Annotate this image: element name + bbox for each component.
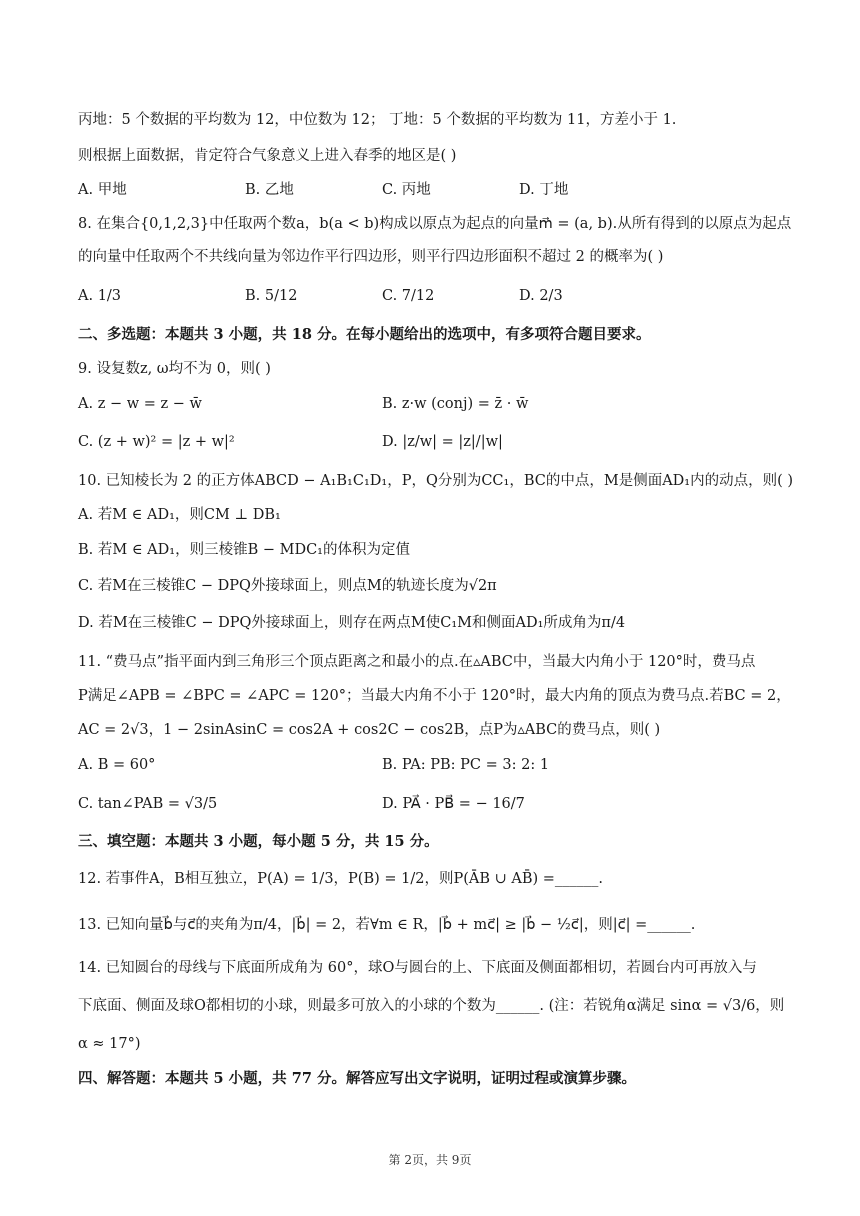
q8-option-d: D. 2/3 (519, 288, 563, 304)
q11-option-b: B. PA: PB: PC = 3: 2: 1 (382, 757, 550, 773)
q9-option-a: A. z − w = z − w̄ (78, 396, 202, 412)
q13-text: 13. 已知向量b⃗与c⃗的夹角为π/4，|b⃗| = 2，若∀m ∈ R，|b⃗ + mc⃗| ≥ |b⃗ − ½c⃗|，则|c⃗| =______. (78, 917, 696, 933)
page-footer: 第 2页，共 9页 (388, 1153, 472, 1167)
q14-text-3: α ≈ 17°) (78, 1036, 141, 1052)
q11-text-3: AC = 2√3，1 − 2sinAsinC = cos2A + cos2C − cos2B，点P为▵ABC的费马点，则( ) (78, 722, 661, 738)
q10-option-c: C. 若M在三棱锥C − DPQ外接球面上，则点M的轨迹长度为√2π (78, 578, 497, 594)
section-2-heading: 二、多选题：本题共 3 小题，共 18 分。在每小题给出的选项中，有多项符合题目要求。 (78, 326, 651, 343)
q7-option-c: C. 丙地 (382, 182, 431, 198)
q7-option-b: B. 乙地 (245, 182, 294, 198)
q9-text: 9. 设复数z, ω均不为 0，则( ) (78, 361, 271, 377)
text-line-question: 则根据上面数据，肯定符合气象意义上进入春季的地区是( ) (78, 148, 457, 164)
q12-text: 12. 若事件A，B相互独立，P(A) = 1/3，P(B) = 1/2，则P(ĀB ∪ AB̄) =______. (78, 871, 604, 887)
q9-option-d: D. |z/w| = |z|/|w| (382, 434, 503, 450)
q10-option-d: D. 若M在三棱锥C − DPQ外接球面上，则存在两点M使C₁M和侧面AD₁所成角为π/4 (78, 615, 626, 631)
q7-option-d: D. 丁地 (519, 182, 569, 198)
q7-option-a: A. 甲地 (78, 182, 127, 198)
q11-option-d: D. PA⃗ · PB⃗ = − 16/7 (382, 796, 525, 812)
q9-option-b: B. z·w (conj) = z̄ · w̄ (382, 396, 529, 412)
section-3-heading: 三、填空题：本题共 3 小题，每小题 5 分，共 15 分。 (78, 833, 439, 850)
q10-text: 10. 已知棱长为 2 的正方体ABCD − A₁B₁C₁D₁，P，Q分别为CC₁，BC的中点，M是侧面AD₁内的动点，则( ) (78, 473, 794, 489)
q9-option-c: C. (z + w)² = |z + w|² (78, 434, 235, 450)
q8-text-1: 8. 在集合{0,1,2,3}中任取两个数a，b(a < b)构成以原点为起点的向量m⃗ = (a, b).从所有得到的以原点为起点 (78, 216, 792, 232)
q8-option-b: B. 5/12 (245, 288, 298, 304)
q14-text-1: 14. 已知圆台的母线与下底面所成角为 60°，球O与圆台的上、下底面及侧面都相切，若圆台内可再放入与 (78, 960, 757, 976)
q14-text-2: 下底面、侧面及球O都相切的小球，则最多可放入的小球的个数为______. (注：若锐角α满足 sinα = √3/6，则 (78, 998, 785, 1014)
q10-option-a: A. 若M ∈ AD₁，则CM ⊥ DB₁ (78, 507, 281, 523)
q11-text-1: 11. “费马点”指平面内到三角形三个顶点距离之和最小的点.在▵ABC中，当最大内角小于 120°时，费马点 (78, 654, 756, 670)
q8-option-a: A. 1/3 (78, 288, 122, 304)
q10-option-b: B. 若M ∈ AD₁，则三棱锥B − MDC₁的体积为定值 (78, 542, 410, 558)
q11-option-a: A. B = 60° (78, 757, 156, 773)
q8-option-c: C. 7/12 (382, 288, 435, 304)
q11-option-c: C. tan∠PAB = √3/5 (78, 796, 218, 812)
text-line-bing-ding: 丙地：5 个数据的平均数为 12，中位数为 12； 丁地：5 个数据的平均数为 11，方差小于 1. (78, 112, 677, 128)
q8-text-2: 的向量中任取两个不共线向量为邻边作平行四边形，则平行四边形面积不超过 2 的概率为( ) (78, 249, 664, 265)
section-4-heading: 四、解答题：本题共 5 小题，共 77 分。解答应写出文字说明，证明过程或演算步骤。 (78, 1070, 636, 1087)
q11-text-2: P满足∠APB = ∠BPC = ∠APC = 120°；当最大内角不小于 120°时，最大内角的顶点为费马点.若BC = 2， (78, 688, 791, 704)
